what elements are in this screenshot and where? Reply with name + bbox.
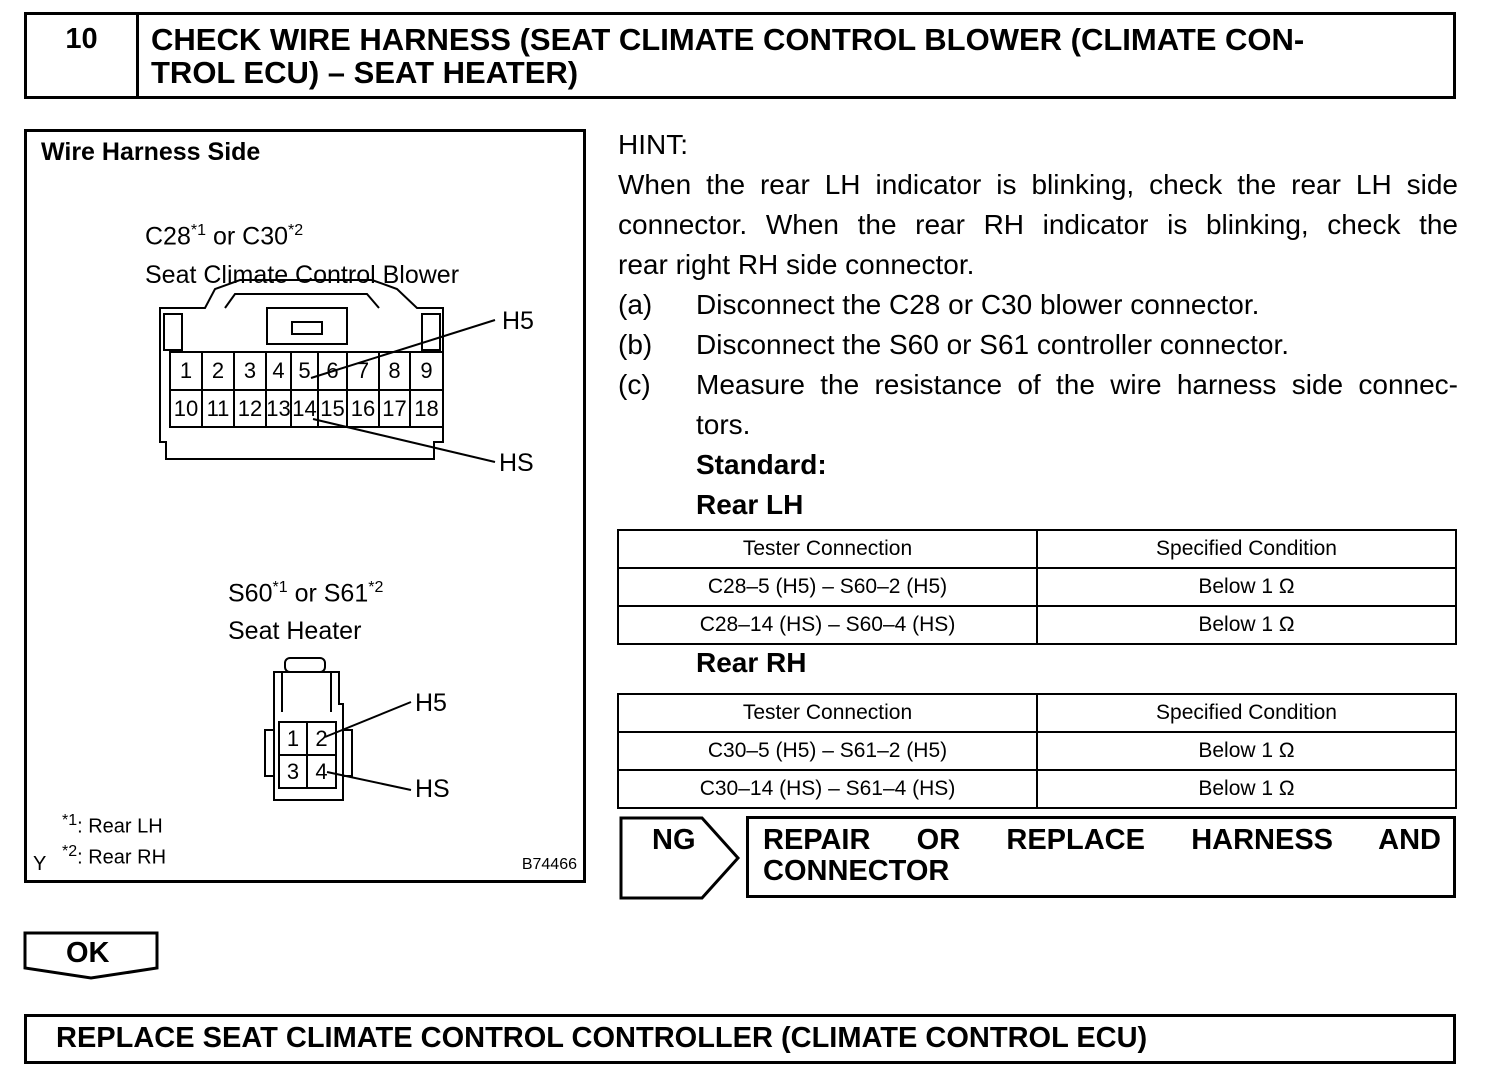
blower-sup-b: *2	[288, 222, 304, 239]
tester-connection-cell: C30–14 (HS) – S61–4 (HS)	[618, 770, 1037, 808]
rear-rh-spec-table	[617, 693, 1457, 809]
blower-connector-key	[267, 308, 347, 344]
heater-or: or	[294, 579, 317, 608]
blower-sup-a: *1	[190, 222, 206, 239]
step-c-letter: (c)	[618, 369, 651, 400]
specified-condition-cell: Below 1 Ω	[1037, 568, 1456, 606]
table-header-cell: Specified Condition	[1037, 530, 1456, 568]
tester-connection-cell: C28–5 (H5) – S60–2 (H5)	[618, 568, 1037, 606]
rear-lh-spec-table	[617, 529, 1457, 645]
heater-connector-latch	[285, 658, 325, 672]
step-b-letter: (b)	[618, 329, 653, 360]
procedure-step-c	[618, 365, 1458, 405]
footnote-1-mark: *1	[62, 812, 78, 829]
specified-condition-cell: Below 1 Ω	[1037, 770, 1456, 808]
hint-line-2: connector. When the rear RH indicator is blinking, check the	[618, 209, 1458, 240]
hs-callout-line-heater	[327, 772, 411, 790]
rear-lh-heading: Rear LH	[696, 489, 804, 520]
footnote-2-text: : Rear RH	[77, 846, 167, 869]
step-number: 10	[27, 15, 139, 96]
pin-number: 5	[298, 358, 311, 383]
ok-label: OK	[66, 937, 110, 969]
pin-number: 14	[292, 396, 317, 421]
step-header	[24, 12, 1456, 99]
heater-connector-b: S61	[323, 579, 369, 608]
ng-action-line-2: CONNECTOR	[763, 855, 950, 887]
blower-connector-a: C28	[145, 222, 191, 251]
figure-corner-mark: Y	[33, 853, 47, 875]
rear-rh-heading: Rear RH	[696, 647, 807, 678]
procedure-step-a	[618, 285, 1458, 325]
table-header-row	[618, 530, 1456, 568]
blower-hs-callout: HS	[499, 449, 534, 477]
pin-number: 4	[272, 358, 285, 383]
h5-callout-line-heater	[325, 702, 411, 737]
table-row	[618, 732, 1456, 770]
heater-h5-callout: H5	[415, 689, 447, 717]
heater-hs-callout: HS	[415, 775, 450, 803]
footnote-1-text: : Rear LH	[77, 815, 163, 838]
hint-line-1: When the rear LH indicator is blinking, check the rear LH side	[618, 169, 1458, 200]
step-title	[151, 23, 1441, 89]
pin-number: 3	[286, 759, 300, 784]
blower-connector-latch	[225, 294, 379, 308]
heater-sup-a: *1	[272, 579, 288, 596]
pin-number: 12	[237, 396, 263, 421]
hint-line-3: rear right RH side connector.	[618, 249, 975, 280]
table-row	[618, 770, 1456, 808]
pin-number: 9	[420, 358, 433, 383]
heater-sup-b: *2	[368, 579, 384, 596]
heater-connector-a: S60	[228, 579, 273, 608]
table-header-cell: Tester Connection	[618, 530, 1037, 568]
table-header-cell: Tester Connection	[618, 694, 1037, 732]
blower-h5-callout: H5	[502, 307, 534, 335]
pin-number: 2	[211, 358, 225, 383]
step-a-letter: (a)	[618, 289, 653, 320]
table-header-cell: Specified Condition	[1037, 694, 1456, 732]
figure-code: B74466	[521, 856, 577, 873]
pin-number: 15	[320, 396, 345, 421]
pin-number: 18	[414, 396, 439, 421]
standard-label: Standard:	[696, 449, 827, 480]
blower-name: Seat Climate Control Blower	[145, 261, 460, 289]
step-c-continuation: tors.	[696, 409, 751, 440]
footnote-rear-rh	[62, 843, 166, 870]
pin-number: 10	[173, 396, 199, 421]
footnote-rear-lh	[62, 812, 163, 839]
hint-section	[618, 125, 1458, 525]
connector-figure	[24, 129, 586, 883]
tester-connection-cell: C30–5 (H5) – S61–2 (H5)	[618, 732, 1037, 770]
step-a-text: Disconnect the C28 or C30 blower connector.	[696, 289, 1260, 320]
step-b-text: Disconnect the S60 or S61 controller connector.	[696, 329, 1290, 360]
pin-number: 6	[326, 358, 339, 383]
final-action-box: REPLACE SEAT CLIMATE CONTROL CONTROLLER (CLIMATE CONTROL ECU)	[24, 1014, 1456, 1064]
pin-number: 2	[315, 726, 328, 751]
step-title-line-1: CHECK WIRE HARNESS (SEAT CLIMATE CONTROL BLOWER (CLIMATE CON-	[151, 22, 1305, 57]
heater-connector-ids	[228, 579, 383, 608]
pin-number: 1	[286, 726, 300, 751]
table-row	[618, 568, 1456, 606]
table-header-row	[618, 694, 1456, 732]
pin-number: 16	[350, 396, 376, 421]
heater-name: Seat Heater	[228, 617, 362, 645]
hint-label: HINT:	[618, 129, 688, 160]
ng-action-box	[746, 816, 1456, 898]
pin-number: 3	[243, 358, 257, 383]
pin-number: 4	[315, 759, 328, 784]
table-row	[618, 606, 1456, 644]
pin-number: 13	[266, 396, 291, 421]
footnote-2-mark: *2	[62, 843, 78, 860]
blower-connector-ids	[145, 222, 303, 251]
step-c-text: Measure the resistance of the wire harness side connec-	[696, 369, 1458, 400]
blower-or: or	[212, 222, 236, 251]
pin-number: 7	[356, 358, 370, 383]
specified-condition-cell: Below 1 Ω	[1037, 732, 1456, 770]
pin-number: 8	[388, 358, 401, 383]
procedure-step-b	[618, 325, 1458, 365]
figure-title: Wire Harness Side	[41, 138, 261, 166]
ng-label: NG	[652, 824, 696, 856]
pin-number: 17	[382, 396, 407, 421]
step-title-line-2: TROL ECU) – SEAT HEATER)	[151, 55, 579, 90]
tester-connection-cell: C28–14 (HS) – S60–4 (HS)	[618, 606, 1037, 644]
pin-number: 11	[206, 396, 230, 421]
ng-action-line-1: REPAIR OR REPLACE HARNESS AND	[763, 824, 1441, 856]
pin-number: 1	[179, 358, 193, 383]
blower-connector-b: C30	[242, 222, 289, 251]
specified-condition-cell: Below 1 Ω	[1037, 606, 1456, 644]
